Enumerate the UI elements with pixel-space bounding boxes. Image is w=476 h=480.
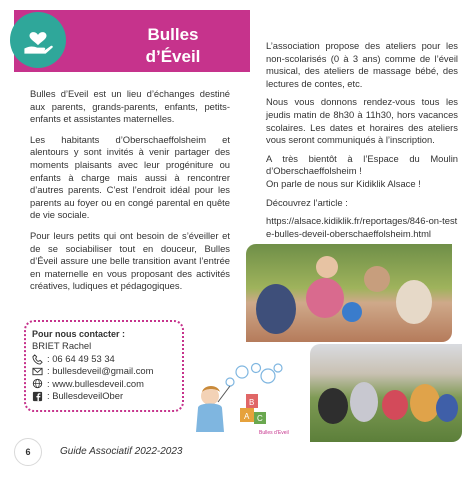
details-line-kidiklik: On parle de nous sur Kidiklik Alsace ! bbox=[266, 177, 421, 189]
article-link[interactable]: https://alsace.kidiklik.fr/reportages/846-on-teste-bulles-deveil-oberschaeffolsheim.html bbox=[266, 215, 458, 239]
contact-email bbox=[32, 365, 176, 377]
hand-heart-icon bbox=[10, 12, 66, 68]
contact-phone bbox=[32, 353, 176, 365]
child-bubbles-illustration bbox=[190, 362, 286, 438]
activity-photo-outdoor bbox=[246, 244, 452, 342]
details-paragraph-3 bbox=[266, 153, 458, 191]
group-photo-park bbox=[310, 344, 462, 442]
title-line-1: Bulles bbox=[147, 25, 199, 44]
svg-text:A: A bbox=[244, 412, 250, 421]
envelope-icon bbox=[32, 366, 43, 377]
contact-box bbox=[24, 320, 184, 412]
intro-paragraph-2: Les habitants d’Oberschaeffolsheim et alentours y sont invités à venir partager des moments plaisants avec leur progéniture ou enfants à charge mais aussi à rencontrer d’autres parents. C’est l’endroit idéal pour les parents au foyer ou en congé parental en quête de vie sociale. bbox=[30, 133, 230, 221]
facebook-icon bbox=[32, 391, 43, 402]
page-title bbox=[98, 24, 248, 68]
guide-footer: Guide Associatif 2022-2023 bbox=[60, 446, 183, 457]
svg-text:C: C bbox=[257, 414, 263, 423]
page-number: 6 bbox=[14, 438, 42, 466]
article-label: Découvrez l’article : bbox=[266, 196, 348, 208]
contact-website bbox=[32, 378, 176, 390]
phone-number[interactable]: : 06 64 49 53 34 bbox=[47, 352, 115, 364]
intro-paragraph-3: Pour leurs petits qui ont besoin de s’éveiller et de se sociabiliser tout en douceur, Bulles d’Éveil assure une belle transition avant l’entrée en maternelle en vous proposant des activités créatives, ludiques et pédagogiques. bbox=[30, 229, 230, 292]
svg-text:B: B bbox=[249, 398, 255, 407]
details-paragraph-2: Nous vous donnons rendez-vous tous les jeudis matin de 8h30 à 11h30, hors vacances scolaires. Les dates et horaires des ateliers vous seront communiqués à l’inscription. bbox=[266, 96, 458, 146]
contact-heading: Pour nous contacter : bbox=[32, 329, 126, 339]
details-text bbox=[266, 40, 458, 246]
contact-facebook bbox=[32, 390, 176, 402]
facebook-page[interactable]: : BullesdeveilOber bbox=[47, 390, 124, 402]
contact-name: BRIET Rachel bbox=[32, 340, 92, 352]
intro-text bbox=[30, 88, 230, 301]
illustration-caption: Bulles d’Eveil bbox=[259, 430, 289, 436]
details-line-meet: A très bientôt à l’Espace du Moulin d’Oberschaeffolsheim ! bbox=[266, 152, 458, 177]
intro-paragraph-1: Bulles d’Eveil est un lieu d’échanges destiné aux parents, grands-parents, enfants, petits-enfants et assistantes maternelles. bbox=[30, 88, 230, 125]
title-line-2: d’Éveil bbox=[145, 47, 201, 66]
email-address[interactable]: : bullesdeveil@gmail.com bbox=[47, 365, 154, 377]
website-link[interactable]: : www.bullesdeveil.com bbox=[47, 377, 144, 389]
phone-icon bbox=[32, 354, 43, 365]
globe-icon bbox=[32, 378, 43, 389]
details-paragraph-1: L’association propose des ateliers pour les non-scolarisés (0 à 3 ans) comme de l’éveil musical, des ateliers de massage bébé, des lectures de contes, etc. bbox=[266, 40, 458, 89]
